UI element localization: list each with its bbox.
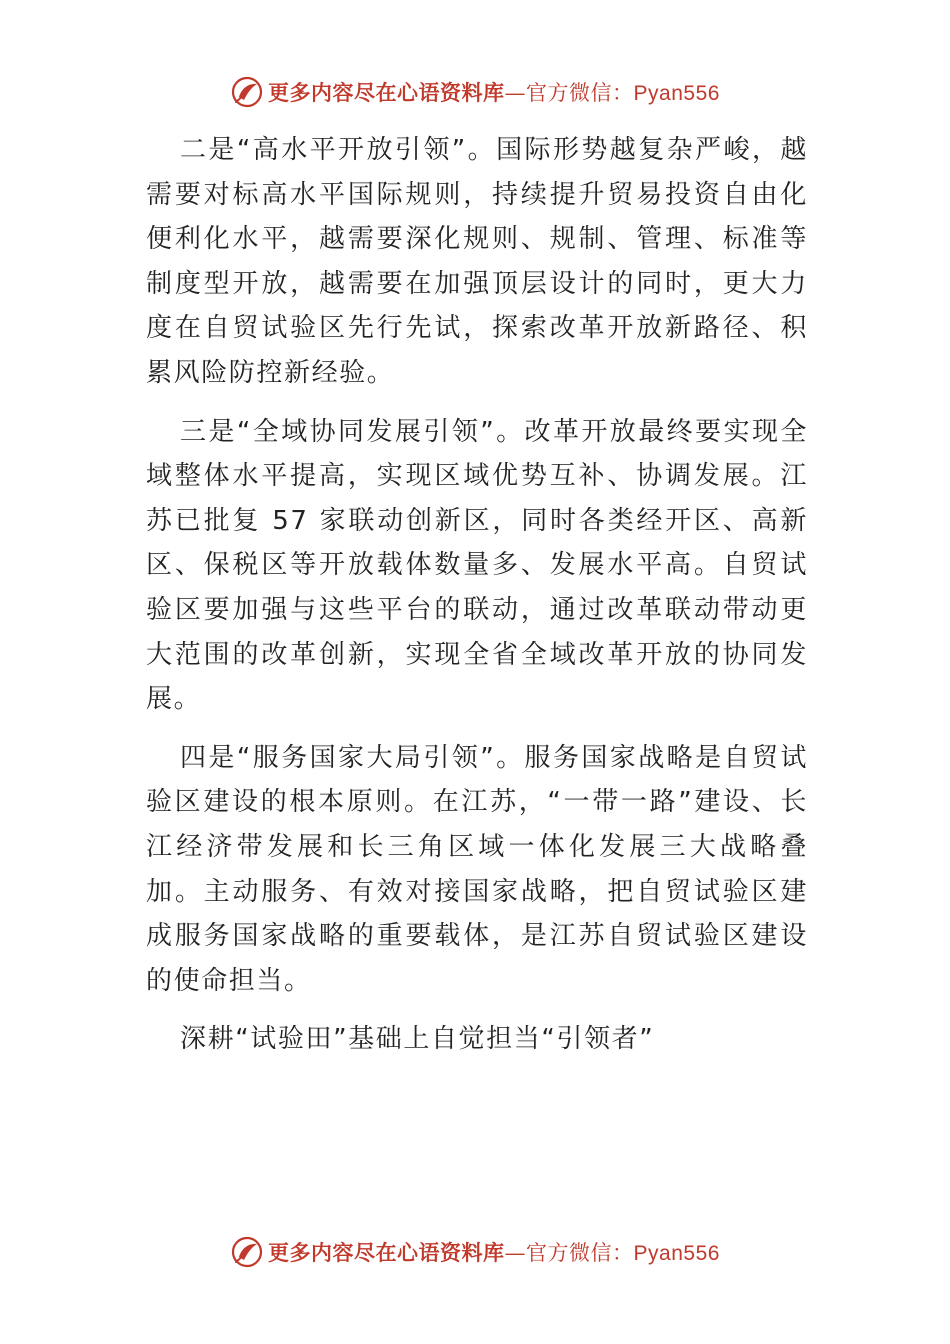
document-body <box>146 128 808 1076</box>
header-banner <box>0 72 950 112</box>
paragraph: 四是“服务国家大局引领”。服务国家战略是自贸试验区建设的根本原则。在江苏，“一带一路”建设、长江经济带发展和长三角区域一体化发展三大战略叠加。主动服务、有效对接国家战略，把自贸试验区建成服务国家战略的重要载体，是江苏自贸试验区建设的使命担当。 <box>146 742 808 996</box>
banner-wechat-label: 官方微信： <box>526 1241 634 1265</box>
banner-main-text: 更多内容尽在心语资料库 <box>268 1240 505 1265</box>
logo-icon <box>230 1235 264 1269</box>
header-banner-text <box>268 77 720 107</box>
banner-wechat-id: Pyan556 <box>633 82 720 105</box>
banner-wechat-id: Pyan556 <box>633 1242 720 1265</box>
section-heading: 深耕“试验田”基础上自觉担当“引领者” <box>180 1024 655 1055</box>
banner-separator: — <box>504 1241 527 1265</box>
banner-wechat-label: 官方微信： <box>526 81 634 105</box>
paragraph: 三是“全域协同发展引领”。改革开放最终要实现全域整体水平提高，实现区域优势互补、协调发展。江苏已批复 57 家联动创新区，同时各类经开区、高新区、保税区等开放载体数量多、发展水平高。自贸试验区要加强与这些平台的联动，通过改革联动带动更大范围的改革创新，实现全省全域改革开放的协同发展。 <box>146 416 808 715</box>
footer-banner-text <box>268 1237 720 1267</box>
banner-separator: — <box>504 81 527 105</box>
paragraph: 二是“高水平开放引领”。国际形势越复杂严峻，越需要对标高水平国际规则，持续提升贸易投资自由化便利化水平，越需要深化规则、规制、管理、标准等制度型开放，越需要在加强顶层设计的同时，更大力度在自贸试验区先行先试，探索改革开放新路径、积累风险防控新经验。 <box>146 135 808 388</box>
banner-main-text: 更多内容尽在心语资料库 <box>268 80 505 105</box>
logo-icon <box>230 75 264 109</box>
footer-banner <box>0 1232 950 1272</box>
